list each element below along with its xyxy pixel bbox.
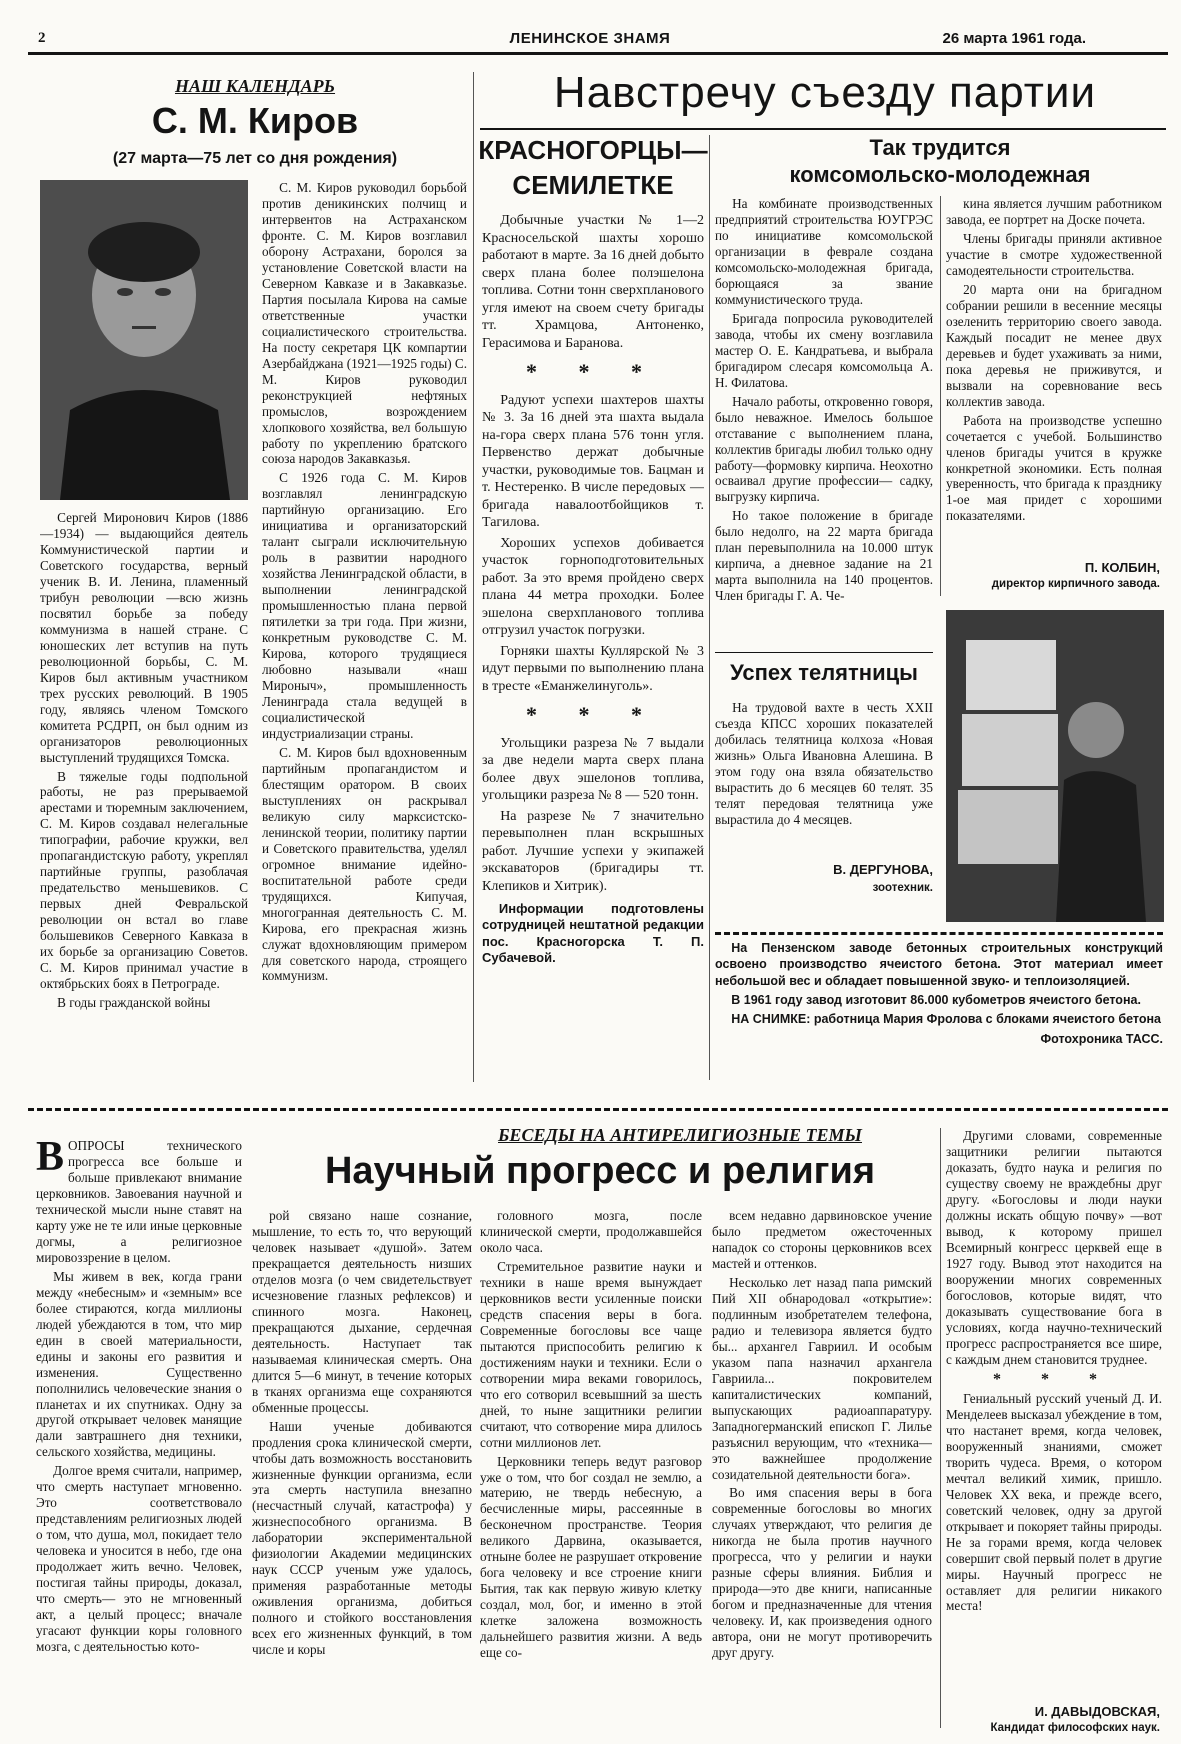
religion-col-3 bbox=[480, 1208, 702, 1738]
news-para: Радуют успехи шахтеров шахты № 3. За 16 дней эта шахта выдала на-гора сверх плана 576 тонн угля. Первенство держат добычные участки, руководимые тов. Бацман и т. Нестеренко. В числе передовых — бригада навалоотбойщиков т. Тагилова. bbox=[482, 392, 704, 530]
komsomol-author-role: директор кирпичного завода. bbox=[991, 578, 1160, 590]
kirov-col-2 bbox=[262, 180, 467, 1070]
calf-author-role: зоотехник. bbox=[872, 882, 933, 894]
krasnogorsk-title-1: КРАСНОГОРЦЫ— bbox=[478, 135, 708, 165]
kirov-para: С 1926 года С. М. Киров возглавлял ленинградскую партийную организацию. Его инициатива и организаторский талант сыграли исключительную роль в развитии народного хозяйства Ленинградской области, в выполнении ленинградской промышленностью плана первой пятилетки за три года. При жизни, конкретным руководстве С. М. Кирова, которого трудящиеся любовно называли «наш Мироныч», промышленность Ленинграда стала ведущей в социалистической индустриализации страны. bbox=[262, 470, 467, 741]
column-divider bbox=[940, 196, 941, 596]
kirov-para: С. М. Киров руководил борьбой против деникинских полчищ и интервентов на Астраханском фронте. С. М. Киров возглавил оборону Астрахани, боролся за установление Советской власти на Северном Кавказе и в Закавказье. Партия посылала Кирова на самые ответственные участки социалистического строительства. На посту секретаря ЦК компартии Азербайджана (1921—1925 годы) С. М. Киров руководил реконструкцией нефтяных промыслов, возрождением хлопкового хозяйства, вел большую работу по укреплению братского союза народов Закавказья. bbox=[262, 180, 467, 467]
kirov-subtitle: (27 марта—75 лет со дня рождения) bbox=[112, 150, 398, 167]
column-divider bbox=[940, 1128, 941, 1728]
religion-title: Научный прогресс и религия bbox=[324, 1150, 876, 1192]
religion-para: Мы живем в век, когда грани между «небесным» и «земным» все более стираются, когда миллионы людей убеждаются в том, что мир един в своей материальности, едины и законы его развития и изменения. Существенно пополнились человеческие знания о планетах и их спутниках. Одну за другой открывает человек манящие дали завтрашнего дня техники, сельского хозяйства, медицины. bbox=[36, 1268, 242, 1460]
religion-para bbox=[36, 1138, 242, 1266]
komsomol-col-2 bbox=[946, 196, 1162, 576]
kirov-para: В годы гражданской войны bbox=[57, 995, 211, 1011]
caption-para: НА СНИМКЕ: работница Мария Фролова с блоками ячеистого бетона bbox=[731, 1012, 1162, 1026]
news-para: Начало работы, откровенно говоря, было неважное. Имелось большое отставание с выполнением плана, коллектив бригады любил только одну работу—формовку кирпича. Неохотно осваивал другие профессии— садку, выгрузку кирпича. bbox=[715, 393, 933, 505]
caption-para: В 1961 году завод изготовит 86.000 кубометров ячеистого бетона. bbox=[731, 992, 1141, 1007]
kirov-para: В тяжелые годы подпольной работы, не раз прерываемой арестами и тюремным заключением, С. М. Киров создавал нелегальные типографии, рабочие кружки, вел пропагандистскую работу, укреплял партийные группы, разоблачая предательство меньшевиков. С первых дней Февральской революции он встал во главе большевиков Северного Кавказа в их борьбе за организацию Советов. С. М. Киров принимал участие в октябрьских боях в Петрограде. bbox=[40, 768, 248, 992]
krasnogorsk-credit: Информации подготовлены сотрудницей нештатной редакции пос. Красногорска Т. П. Субачевой. bbox=[482, 901, 704, 965]
religion-para: Наши ученые добиваются продления срока клинической смерти, чтобы дать возможность восстановить жизненные функции организма, если эта смерть наступила внезапно (несчастный случай, катастрофа) у жизнеспособного организма. В лаборатории экспериментальной физиологии Академии медицинских наук СССР ученым уже удалось, применяя разработанные методы оживления организма, добиться полного и стойкого восстановления всех его жизненных функций, в том числе и коры bbox=[252, 1418, 472, 1658]
news-para: кина является лучшим работником завода, ее портрет на Доске почета. bbox=[946, 196, 1162, 227]
religion-para: головного мозга, после клинической смерти, продолжавшейся около часа. bbox=[480, 1208, 702, 1255]
calf-body bbox=[715, 700, 933, 850]
news-para: Угольщики разреза № 7 выдали за две недели марта сверх плана более двух эшелонов топлива, угольщики разреза № 8 — 520 тонн. bbox=[482, 735, 704, 803]
photo-credit: Фотохроника ТАСС. bbox=[1040, 1032, 1163, 1047]
header-rule bbox=[28, 52, 1168, 55]
religion-para-text: ОПРОСЫ технического прогресса все больше и больше привлекают внимание церковников. Завоевания научной и технической мысли ныне ставят на карту уже не те или иные церковные догмы, а религиозное мировоззрение в целом. bbox=[36, 1138, 242, 1265]
komsomol-title-2: комсомольско-молодежная bbox=[789, 162, 1091, 187]
news-para: Но такое положение в бригаде было недолго, на 22 марта бригада план перевыполнила на 10.000 штук кирпича, а дневное задание на 21 марта выполнила на 140 процентов. Член бригады Г. А. Че- bbox=[715, 508, 933, 604]
krasnogorsk-body bbox=[482, 212, 704, 1078]
news-para: На трудовой вахте в честь XXII съезда КПСС хороших показателей добилась телятница колхоза «Новая жизнь» Ольга Ивановна Алешина. В этом году она взяла обязательство вырастить до 6 месяцев 60 телят. 35 телят передовая телятница уже вырастила до 4 месяцев. bbox=[715, 700, 933, 827]
religion-author: И. ДАВЫДОВСКАЯ, bbox=[1034, 1704, 1160, 1719]
section-stars: * * * bbox=[993, 1370, 1115, 1388]
column-divider bbox=[473, 72, 474, 1082]
newspaper-name: ЛЕНИНСКОЕ ЗНАМЯ bbox=[509, 30, 671, 47]
drop-cap: В bbox=[36, 1138, 65, 1180]
religion-para: Церковники теперь ведут разговор уже о том, что бог создал не землю, а материю, не твердь небесную, а бесчисленные миры, рассеянные в бесконечном пространстве. Теория великого Дарвина, оказывается, отныне более не разрушает откровение бога человеку и все строение книги Бытия, так как первую живую клетку создал, мол, бог, и именно в этой клетке заложена возможность дальнейшего развития жизни. А ведь еще со- bbox=[480, 1453, 702, 1661]
kirov-portrait bbox=[40, 180, 248, 500]
religion-col-5 bbox=[946, 1128, 1162, 1703]
column-divider bbox=[709, 135, 710, 1080]
news-para: Горняки шахты Куллярской № 3 идут первыми по выполнению плана в тресте «Еманжелинуголь». bbox=[482, 643, 704, 694]
calf-author: В. ДЕРГУНОВА, bbox=[833, 862, 933, 877]
religion-col-1 bbox=[36, 1138, 242, 1738]
krasnogorsk-title-2: СЕМИЛЕТКЕ bbox=[512, 170, 674, 200]
portrait-illustration bbox=[40, 180, 248, 500]
section-divider bbox=[28, 1108, 1168, 1111]
religion-para: Долгое время считали, например, что смерть наступает мгновенно. Это соответствовало представлениям религиозных людей о том, что душа, мол, покидает тело человека и уносится в небо, где она продолжает жить вечно. Человек, постигая тайны природы, доказал, что смерть— это не мгновенный акт, а целый процесс; вначале угасают функции коры головного мозга, с деятельностью кото- bbox=[36, 1463, 242, 1655]
calendar-rubric: НАШ КАЛЕНДАРЬ bbox=[174, 76, 336, 96]
news-para: Работа на производстве успешно сочетается с учебой. Большинство членов бригады учится в кружке конкретной экономики. Есть полная уверенность, что бригада к празднику 1-ое мая придет с хорошими показателями. bbox=[946, 412, 1162, 524]
religion-para: Во имя спасения веры в бога современные богословы во многих случаях утверждают, что религия де никогда не была против научного прогресса, что у религии и науки разные сферы влияния. Библия и природа—это две книги, написанные богом и предназначенные для чтения человеку. И, как произведения одного автора, они не могут противоречить друг другу. bbox=[712, 1485, 932, 1661]
section-stars: * * * bbox=[526, 359, 660, 384]
news-para: Хороших успехов добивается участок горноподготовительных работ. За это время пройдено сверх плана 44 метра проходки. Более эшелона сверхпланового топлива отгрузил участок погрузки. bbox=[482, 535, 704, 638]
news-para: Члены бригады приняли активное участие в смотре художественной самодеятельности строительства. bbox=[946, 230, 1162, 278]
religion-para: рой связано наше сознание, мышление, то есть то, что верующий человек называет «душой». Затем прекращается деятельность низших отделов мозга (о чем свидетельствует исчезновение глазных рефлексов) и спинного мозга. Наконец, прекращаются дыхание, сердечная деятельность. Наступает так называемая клиническая смерть. Она длится 5—6 минут, в течение которых в тканях организма еще сохраняются обменные процессы. bbox=[252, 1208, 472, 1415]
news-para: На комбинате производственных предприятий строительства ЮУГРЭС по инициативе комсомольской организации в феврале создана комсомольско-молодежная бригада, борющаяся за звание коммунистического труда. bbox=[715, 196, 933, 307]
news-para: Бригада попросила руководителей завода, чтобы их смену возглавила мастер О. Е. Кандратьева, и выбрала бригадиром слесаря комсомольца А. Н. Филатова. bbox=[715, 310, 933, 390]
calf-title: Успех телятницы bbox=[730, 660, 918, 685]
caption-para: На Пензенском заводе бетонных строительных конструкций освоено производство ячеистого бетона. Этот материал имеет небольшой вес и обладает повышенной звуко- и теплоизоляцией. bbox=[715, 941, 1163, 988]
komsomol-author: П. КОЛБИН, bbox=[1084, 560, 1160, 575]
section-stars: * * * bbox=[526, 702, 660, 727]
concrete-photo bbox=[946, 610, 1164, 922]
calf-rule bbox=[715, 652, 933, 653]
issue-date: 26 марта 1961 года. bbox=[942, 30, 1086, 47]
religion-col-4 bbox=[712, 1208, 932, 1738]
komsomol-col-1 bbox=[715, 196, 933, 646]
kirov-title: С. М. Киров bbox=[151, 100, 359, 141]
news-para: 20 марта они на бригадном собрании решили в весенние месяцы озеленить территорию своего завода. Каждый посадит не менее двух деревьев и будет ухаживать за ними, пока деревья не приживутся, и вызвали на соревнование весь коллектив завода. bbox=[946, 281, 1162, 409]
religion-author-role: Кандидат философских наук. bbox=[990, 1722, 1160, 1734]
page-number: 2 bbox=[38, 30, 46, 46]
photo-caption bbox=[715, 940, 1163, 1080]
caption-divider bbox=[715, 932, 1163, 935]
religion-para: Гениальный русский ученый Д. И. Менделеев высказал убеждение в том, что настанет время, когда человек, вооруженный знаниями, сможет творить чудеса. Время, о котором мечтал великий химик, пришло. Человек XX века, и прежде всего, советский человек, одну за другой открывает и покоряет тайны природы. Не за горами время, когда человек совершит свой первый полет в другие миры. Научный прогресс не оставляет для религии никакого места! bbox=[946, 1390, 1162, 1614]
photo-illustration bbox=[946, 610, 1164, 922]
banner-rule bbox=[480, 128, 1166, 130]
religion-para: всем недавно дарвиновское учение было предметом ожесточенных нападок со стороны церковников всех мастей и оттенков. bbox=[712, 1208, 932, 1271]
kirov-para: Сергей Миронович Киров (1886—1934) — выдающийся деятель Коммунистической партии и Советского государства, верный ученик В. И. Ленина, пламенный трибун революции —всю жизнь посвятил борьбе за победу коммунизма в нашей стране. С юношеских лет вступив на путь революционной борьбы, С. М. Киров был активным участником трех русских революций. В 1905 году, являясь членом Томского комитета РСДРП, он был одним из организаторов революционных выступлений трудящихся Томска. bbox=[40, 510, 248, 765]
religion-col-2 bbox=[252, 1208, 472, 1738]
news-para: Добычные участки № 1—2 Красносельской шахты хорошо работают в марте. За 16 дней добыто сверх плана более полэшелона топлива. Сотни тонн сверхпланового угля имеют на своем счету бригады тт. Храмцова, Антоненко, Герасимова и Баранова. bbox=[482, 213, 704, 351]
news-para: На разрезе № 7 значительно перевыполнен план вскрышных работ. Лучшие успехи у экипажей экскаваторов (бригадиры тт. Клепиков и Хитрик). bbox=[482, 808, 704, 894]
komsomol-title-1: Так трудится bbox=[869, 135, 1011, 160]
kirov-para: С. М. Киров был вдохновенным партийным пропагандистом и блестящим оратором. В своих выступлениях он раскрывал великую силу марксистско-ленинской теории, политику партии и Советского правительства, уделял огромное внимание идейно-воспитательной работе среди трудящихся. Кипучая, многогранная деятельность С. М. Кирова, его прекрасная жизнь служат вдохновляющим примером для советского народа, строящего коммунизм. bbox=[262, 744, 467, 984]
congress-banner: Навстречу съезду партии bbox=[553, 68, 1097, 117]
religion-para: Стремительное развитие науки и техники в наше время вынуждает церковников вести усиленные поиски средств спасения веры в бога. Современные богословы все чаще пытаются приспособить религию к достижениям науки и техники. Если о сотворении мира веками говорилось, что его сотворил всевышний за шесть дней, то ныне защитники религии считают, что сотворение мира длилось сотни миллионов лет. bbox=[480, 1258, 702, 1450]
kirov-col-1 bbox=[40, 510, 248, 1070]
religion-para: Несколько лет назад папа римский Пий XII обнародовал «открытие»: подлинным изобретателем телефона, радио и телевизора является будто бы... архангел Гавриил. И особым указом папа назначил архангела Гавриила... покровителем капиталистических компаний, выпускающих радиоаппаратуру. Западногерманский епископ Г. Лилье разъяснил верующим, что «техника—это важнейшее продолжение созидательной деятельности бога». bbox=[712, 1274, 932, 1482]
religion-para: Другими словами, современные защитники религии пытаются доказать, будто наука и религия по существу своему не враждебны друг другу. «Богословы и люди науки должны искать общую почву» —вот вывод, к которому пришел Всемирный конгресс церквей еще в 1927 году. Вывод этот находится на вооружении многих современных богословов, которые видят, что доказывать существование бога в условиях, когда научно-технический прогресс распространяется все шире, с каждым днем становится труднее. bbox=[946, 1128, 1162, 1367]
religion-rubric: БЕСЕДЫ НА АНТИРЕЛИГИОЗНЫЕ ТЕМЫ bbox=[498, 1125, 862, 1145]
